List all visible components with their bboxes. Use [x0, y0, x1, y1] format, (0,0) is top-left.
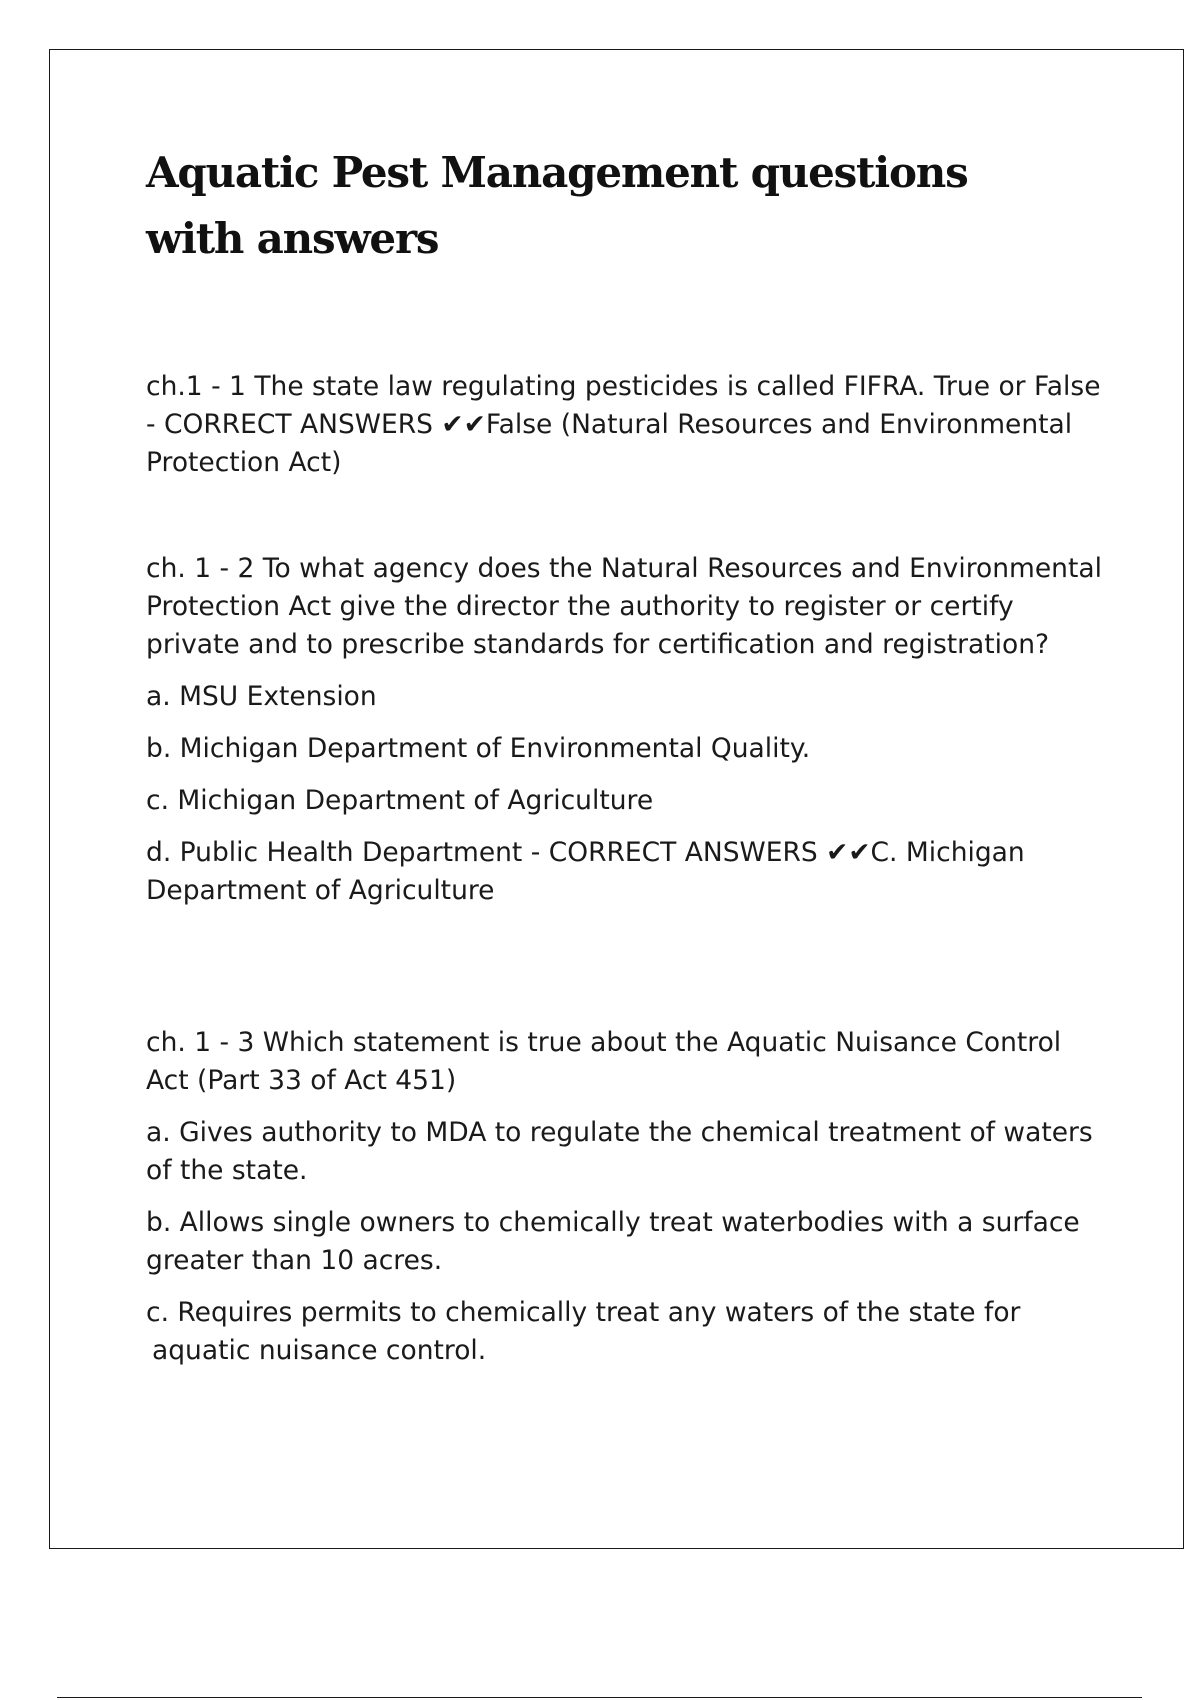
question-block — [146, 368, 1106, 482]
footer-divider — [57, 1697, 1142, 1698]
answer-option: c. Michigan Department of Agriculture — [146, 785, 654, 816]
question-block — [146, 1024, 1106, 1370]
document-title: Aquatic Pest Management questions with answers — [146, 148, 968, 263]
answer-option: c. Requires permits to chemically treat any waters of the state for aquatic nuisance control. — [146, 1297, 1021, 1366]
answer-option: b. Allows single owners to chemically treat waterbodies with a surface greater than 10 acres. — [146, 1207, 1080, 1276]
question-text: ch.1 - 1 The state law regulating pesticides is called FIFRA. True or False - CORRECT ANSWERS ✔✔False (Natural Resources and Environmental Protection Act) — [146, 371, 1101, 478]
question-text: ch. 1 - 2 To what agency does the Natural Resources and Environmental Protection Act give the director the authority to register or certify private and to prescribe standards for certification and registration? — [146, 553, 1102, 660]
answer-option: d. Public Health Department - CORRECT ANSWERS ✔✔C. Michigan Department of Agriculture — [146, 837, 1025, 906]
answer-option: b. Michigan Department of Environmental Quality. — [146, 733, 811, 764]
question-block — [146, 550, 1106, 910]
document-content — [146, 140, 1106, 1366]
answer-option: a. Gives authority to MDA to regulate the chemical treatment of waters of the state. — [146, 1117, 1093, 1186]
answer-option: a. MSU Extension — [146, 681, 377, 712]
question-text: ch. 1 - 3 Which statement is true about the Aquatic Nuisance Control Act (Part 33 of Act 451) — [146, 1027, 1062, 1096]
